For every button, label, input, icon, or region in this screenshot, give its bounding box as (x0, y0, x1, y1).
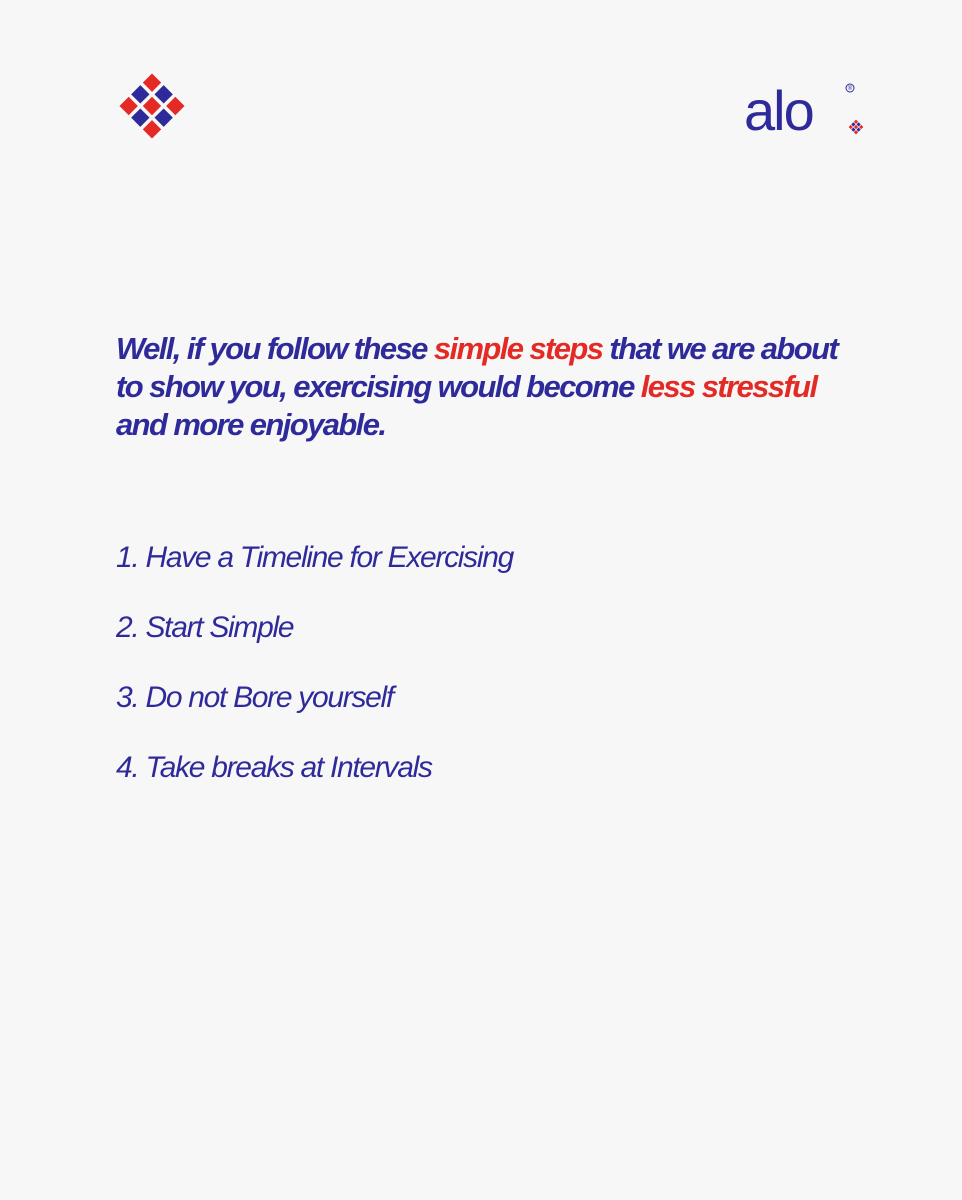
diamond-grid-logo-icon (116, 70, 188, 142)
steps-list (116, 540, 513, 820)
step-item: 1. Have a Timeline for Exercising (116, 541, 514, 574)
highlight-simple-steps: simple steps (433, 331, 603, 366)
step-item: 3. Do not Bore yourself (116, 681, 393, 714)
intro-text: Well, if you follow these (116, 331, 434, 366)
registered-mark: ® (847, 86, 853, 93)
intro-paragraph (116, 330, 856, 444)
intro-text: that we are about to show you, exercising would become (116, 331, 838, 404)
brand-dot-icon (849, 120, 864, 135)
intro-text: and more enjoyable. (116, 407, 386, 442)
brand-wordmark: alo (744, 79, 813, 142)
highlight-less-stressful: less stressful (640, 369, 817, 404)
step-item: 2. Start Simple (116, 611, 294, 644)
step-item: 4. Take breaks at Intervals (116, 751, 432, 784)
alo-brand-logo (744, 78, 868, 142)
